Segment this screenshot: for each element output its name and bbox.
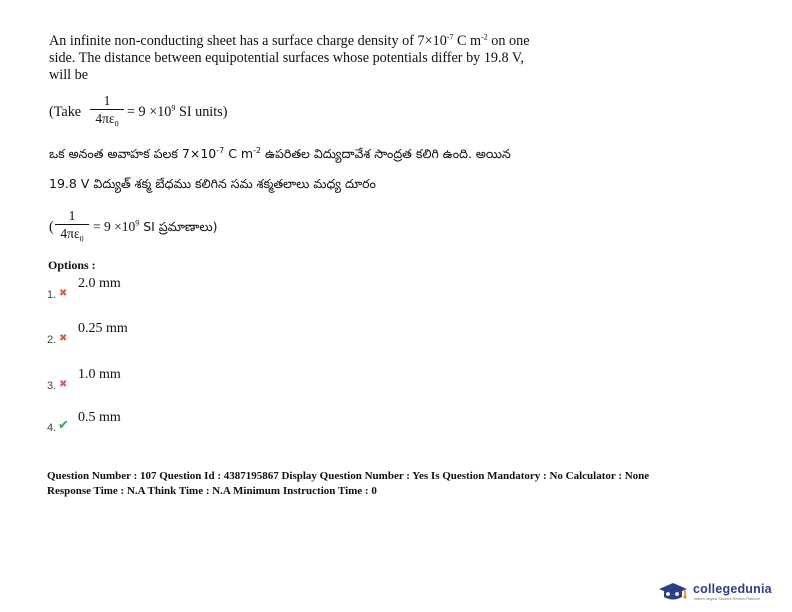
take-open: (Take (49, 104, 82, 120)
denominator-text: 4πε (60, 226, 80, 241)
subscript: 0 (114, 119, 119, 129)
question-text: ×10 (424, 33, 447, 49)
logo-tagline: India's largest Student Review Platform (694, 597, 761, 601)
option-2[interactable] (47, 321, 247, 351)
question-text: C m (453, 33, 482, 49)
question-meta-line-2: Response Time : N.A Think Time : N.A Minimum Instruction Time : 0 (47, 485, 377, 497)
exponent: 9 (171, 103, 176, 113)
subscript: 0 (79, 234, 84, 244)
formula-text: = 9 ×10 (93, 219, 136, 234)
question-line-3: will be (49, 67, 89, 83)
collegedunia-logo[interactable] (656, 580, 788, 606)
te-take-open: ( (49, 219, 54, 235)
te-take-rest (93, 219, 218, 238)
option-value: 0.5 mm (78, 410, 121, 425)
telugu-text: C m (224, 146, 254, 161)
option-3[interactable] (47, 367, 247, 397)
exponent: -7 (446, 32, 454, 42)
question-line-2: side. The distance between equipotential surfaces whose potentials differ by 19.8 V, (49, 50, 524, 66)
option-1[interactable] (47, 276, 247, 306)
telugu-text: SI ప్రమాణాలు) (139, 219, 218, 234)
fraction-bar (90, 109, 124, 110)
wrong-mark-icon: ✖ (59, 288, 68, 299)
exponent: -2 (481, 32, 488, 42)
formula-fraction (90, 93, 124, 129)
option-value: 2.0 mm (78, 276, 121, 291)
telugu-line-1 (49, 146, 511, 165)
fraction-numerator: 1 (68, 208, 76, 223)
take-rest (127, 104, 227, 120)
formula-text: SI units) (175, 104, 228, 120)
options-label: Options : (48, 258, 96, 272)
fraction-numerator: 1 (103, 93, 111, 108)
wrong-mark-icon: ✖ (59, 333, 68, 344)
exponent: -7 (216, 145, 225, 155)
telugu-text: ఒక అనంత అవాహక పలక 7×10 (49, 146, 217, 161)
exponent: 9 (135, 218, 140, 228)
question-line-1 (49, 33, 530, 49)
option-number: 1. (47, 289, 57, 301)
te-formula-fraction (55, 208, 89, 244)
graduation-cap-icon (656, 581, 690, 603)
question-text: on one (487, 33, 530, 49)
fraction-denominator (90, 111, 124, 129)
question-meta-line-1: Question Number : 107 Question Id : 4387195867 Display Question Number : Yes Is Question Mandatory : No Calculator : None (47, 470, 650, 482)
telugu-text: ఉపరితల విద్యుదావేశ సాంద్రత కలిగి ఉంది. అయిన (261, 146, 511, 161)
logo-wordmark: collegedunia (693, 582, 772, 596)
telugu-line-2: 19.8 V విద్యుత్ శక్మ బేధము కలిగిన సమ శక్మతలాలు మధ్య దూరం (49, 176, 376, 191)
option-number: 3. (47, 380, 57, 392)
option-value: 1.0 mm (78, 367, 121, 382)
fraction-bar (55, 224, 89, 225)
option-number: 4. (47, 422, 57, 434)
option-4[interactable] (47, 410, 247, 440)
fraction-denominator (55, 226, 89, 244)
option-value: 0.25 mm (78, 321, 128, 336)
question-text: An infinite non-conducting sheet has a surface charge density of 7 (49, 33, 425, 49)
denominator-text: 4πε (95, 111, 115, 126)
check-mark-icon: ✔ (58, 418, 69, 433)
wrong-mark-icon: ✖ (59, 379, 68, 390)
exponent: -2 (253, 145, 262, 155)
option-number: 2. (47, 334, 57, 346)
formula-text: = 9 ×10 (127, 104, 172, 120)
